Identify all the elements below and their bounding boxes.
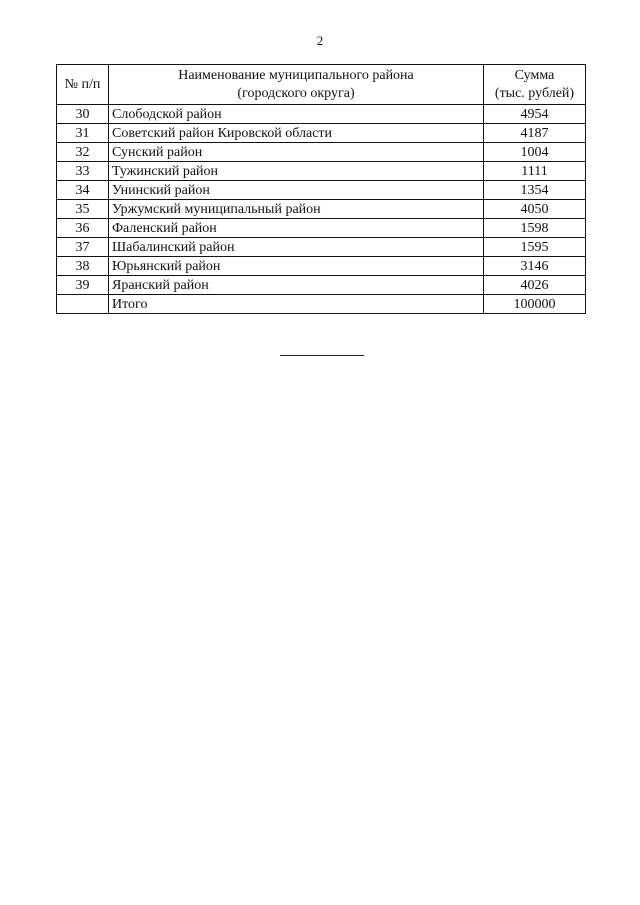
allocation-table (56, 64, 586, 314)
table-body (57, 105, 586, 314)
table-row (57, 219, 586, 238)
page-number: 2 (316, 33, 324, 48)
row-sum: 1595 (484, 238, 586, 257)
total-number (57, 295, 109, 314)
row-name: Унинский район (109, 181, 484, 200)
row-sum: 1598 (484, 219, 586, 238)
row-number: 33 (57, 162, 109, 181)
row-sum: 1004 (484, 143, 586, 162)
row-name: Уржумский муниципальный район (109, 200, 484, 219)
table-row (57, 181, 586, 200)
row-number: 35 (57, 200, 109, 219)
row-number: 38 (57, 257, 109, 276)
header-row (57, 65, 586, 105)
row-sum: 4954 (484, 105, 586, 124)
table-row (57, 200, 586, 219)
table-row (57, 124, 586, 143)
row-name: Советский район Кировской области (109, 124, 484, 143)
total-row (57, 295, 586, 314)
row-name: Яранский район (109, 276, 484, 295)
table-row (57, 276, 586, 295)
row-number: 30 (57, 105, 109, 124)
header-name-line1: Наименование муниципального района (178, 67, 414, 83)
table-header (57, 65, 586, 105)
table-row (57, 105, 586, 124)
header-name-line2: (городского округа) (237, 85, 355, 101)
row-sum: 3146 (484, 257, 586, 276)
row-number: 31 (57, 124, 109, 143)
row-number: 37 (57, 238, 109, 257)
row-number: 39 (57, 276, 109, 295)
table-row (57, 143, 586, 162)
row-sum: 1354 (484, 181, 586, 200)
header-name (109, 65, 484, 105)
row-name: Шабалинский район (109, 238, 484, 257)
row-name: Тужинский район (109, 162, 484, 181)
row-number: 34 (57, 181, 109, 200)
row-name: Юрьянский район (109, 257, 484, 276)
end-rule-divider (280, 355, 364, 356)
row-sum: 4026 (484, 276, 586, 295)
row-number: 32 (57, 143, 109, 162)
table-row (57, 257, 586, 276)
row-name: Слободской район (109, 105, 484, 124)
total-label: Итого (109, 295, 484, 314)
row-name: Фаленский район (109, 219, 484, 238)
header-sum-line2: (тыс. рублей) (494, 85, 575, 101)
row-number: 36 (57, 219, 109, 238)
header-sum (484, 65, 586, 105)
table-row (57, 162, 586, 181)
row-name: Сунский район (109, 143, 484, 162)
table-row (57, 238, 586, 257)
header-sum-line1: Сумма (514, 67, 555, 83)
row-sum: 4187 (484, 124, 586, 143)
row-sum: 1111 (484, 162, 586, 181)
header-number: № п/п (57, 65, 109, 105)
total-sum: 100000 (484, 295, 586, 314)
row-sum: 4050 (484, 200, 586, 219)
